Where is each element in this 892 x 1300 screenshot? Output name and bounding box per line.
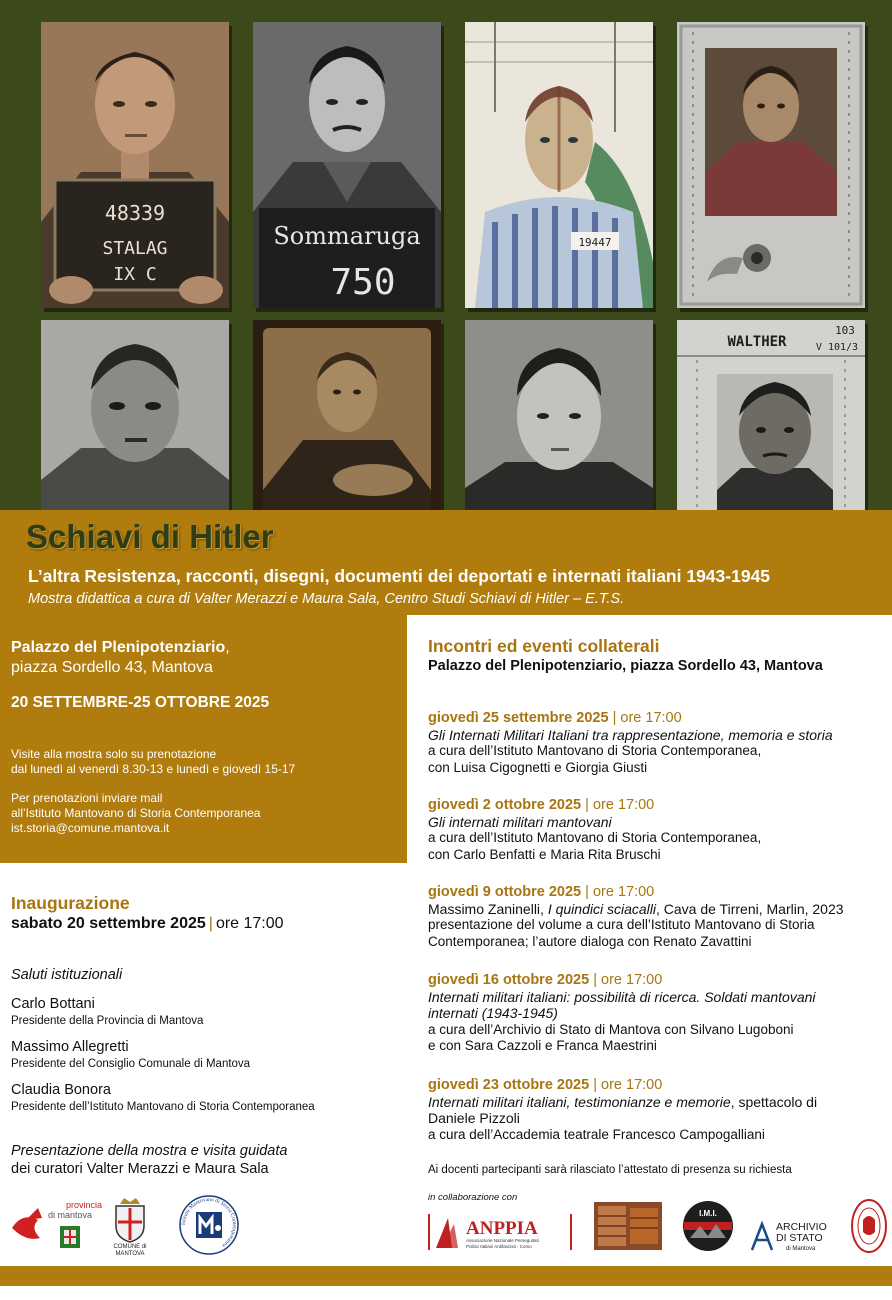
anppia-sub-1: Associazione Nazionale Perseguitati	[466, 1238, 539, 1243]
guest-role: Presidente dell’Istituto Mantovano di Storia Contemporanea	[11, 1101, 315, 1113]
event-time: ore 17:00	[601, 1077, 663, 1093]
istituto-ring-text: Istituto Mantovano di Storia Contemporanea	[180, 1196, 238, 1249]
show-title: Internati militari italiani, testimonianze e memorie	[428, 1093, 731, 1110]
photo-wall	[0, 0, 892, 510]
guest-name: Claudia Bonora	[11, 1082, 111, 1098]
event-title: Internati militari italiani: possibilità di ricerca. Soldati mantovani	[428, 988, 816, 1005]
event-item	[428, 972, 890, 1055]
provincia-text-2: di mantova	[48, 1210, 93, 1220]
show-type: , spettacolo di	[730, 1093, 818, 1110]
event-date: giovedì 16 ottobre 2025	[428, 972, 590, 988]
portrait-photo-5	[41, 320, 229, 510]
venue-box	[0, 615, 407, 863]
separator: |	[612, 710, 617, 726]
comune-text-1: COMUNE di	[113, 1244, 147, 1250]
drawing-photo-3	[465, 22, 653, 308]
portrait-photo-7	[465, 320, 653, 510]
event-speakers: con Carlo Benfatti e Maria Rita Bruschi	[428, 846, 661, 862]
inauguration-date	[11, 915, 284, 933]
slate-name: Sommaruga	[273, 222, 421, 250]
booking-email: ist.storia@comune.mantova.it	[11, 821, 170, 835]
event-speakers: e con Sara Cazzoli e Franca Maestrini	[428, 1038, 657, 1053]
venue-address: piazza Sordello 43, Mantova	[11, 659, 213, 676]
visits-line-1: Visite alla mostra solo su prenotazione	[11, 747, 217, 761]
portrait-photo-1	[41, 22, 229, 308]
exhibition-subtitle: L’altra Resistenza, racconti, disegni, documenti dei deportati e internati italiani 1943-1945	[28, 566, 771, 586]
venue-name-comma: ,	[225, 639, 230, 656]
event-date-line	[428, 710, 890, 727]
separator: |	[593, 1077, 597, 1093]
bottom-bar	[0, 1266, 892, 1286]
book-title: I quindici sciacalli	[547, 900, 656, 917]
slate-number: 750	[330, 262, 396, 303]
archivio-text-2: DI STATO	[776, 1232, 823, 1244]
archivio-text-3: di Mantova	[786, 1246, 816, 1252]
visits-line-2: dal lunedì al venerdì 8.30-13 e lunedì e giovedì 15-17	[11, 762, 296, 776]
anppia-sub-2: Politici Italiani Antifascisti - Como	[466, 1244, 532, 1249]
event-organizer: a cura dell’Accademia teatrale Francesco Campogalliani	[428, 1126, 765, 1142]
book-publisher: , Cava de Tirreni, Marlin, 2023	[656, 900, 844, 917]
separator: |	[593, 972, 597, 988]
event-organizer: a cura dell’Istituto Mantovano di Storia Contemporanea,	[428, 743, 762, 758]
inauguration-title: Inaugurazione	[11, 893, 130, 913]
separator: |	[585, 797, 589, 813]
event-item	[428, 710, 890, 776]
events-title: Incontri ed eventi collaterali	[428, 636, 660, 656]
event-date-line	[428, 1077, 890, 1094]
event-date: giovedì 2 ottobre 2025	[428, 797, 582, 813]
slate-line-1: 48339	[104, 201, 166, 225]
id-label-number: 103	[835, 324, 855, 337]
document-photo-4	[677, 22, 865, 308]
greetings-label: Saluti istituzionali	[11, 967, 123, 983]
event-date: giovedì 23 ottobre 2025	[428, 1077, 590, 1093]
event-organizer: a cura dell’Istituto Mantovano di Storia Contemporanea,	[428, 830, 762, 845]
archivio-stato-logo	[750, 1218, 834, 1252]
comune-text-2: MANTOVA	[115, 1251, 145, 1257]
event-performer: Daniele Pizzoli	[428, 1110, 520, 1126]
venue-name-text: Palazzo del Plenipotenziario	[11, 639, 226, 656]
certificate-note: Ai docenti partecipanti sarà rilasciato l’attestato di presenza su richiesta	[428, 1164, 792, 1176]
event-title-cont: internati (1943-1945)	[428, 1005, 558, 1021]
guest-name: Carlo Bottani	[11, 996, 95, 1012]
event-date: giovedì 25 settembre 2025	[428, 710, 609, 726]
booking-line-2: all’Istituto Mantovano di Storia Contemporanea	[11, 806, 261, 820]
event-title	[428, 901, 890, 918]
event-item	[428, 797, 890, 863]
inauguration-time: ore 17:00	[215, 915, 284, 932]
event-speakers: Contemporanea; l’autore dialoga con Renato Zavattini	[428, 933, 752, 949]
event-time: ore 17:00	[620, 710, 682, 726]
separator: |	[208, 915, 213, 932]
id-label-name: WALTHER	[727, 334, 787, 350]
event-time: ore 17:00	[592, 797, 655, 813]
event-date: giovedì 9 ottobre 2025	[428, 884, 582, 900]
anppia-logo	[428, 1212, 574, 1252]
event-date-line	[428, 884, 890, 901]
anppia-name: ANPPIA	[466, 1218, 538, 1239]
title-band	[0, 510, 892, 615]
comune-mantova-logo	[108, 1196, 152, 1256]
event-time: ore 17:00	[592, 884, 655, 900]
imi-text: I.M.I.	[699, 1209, 717, 1218]
portrait-photo-2	[253, 22, 441, 308]
accademia-seal-logo	[850, 1198, 888, 1254]
slate-line-3: IX C	[113, 264, 157, 285]
portrait-photo-6	[253, 320, 441, 510]
booking-line-1: Per prenotazioni inviare mail	[11, 791, 163, 805]
presentation-line-1: Presentazione della mostra e visita guidata	[11, 1143, 288, 1159]
event-item	[428, 884, 890, 950]
inauguration-day: sabato 20 settembre 2025	[11, 915, 206, 932]
id-label-code: V 101/3	[815, 342, 859, 353]
guest-name: Massimo Allegretti	[11, 1039, 129, 1055]
event-title	[428, 1094, 890, 1111]
event-author: Massimo Zaninelli,	[428, 900, 548, 917]
event-title: Gli internati militari mantovani	[428, 813, 612, 830]
slate-line-2: STALAG	[102, 238, 168, 259]
event-speakers: con Luisa Cigognetti e Giorgia Giusti	[428, 759, 648, 775]
collaboration-label: in collaborazione con	[428, 1192, 518, 1203]
events-venue: Palazzo del Plenipotenziario, piazza Sordello 43, Mantova	[428, 658, 823, 674]
event-organizer: a cura dell’Archivio di Stato di Mantova con Silvano Lugoboni	[428, 1021, 794, 1037]
archive-image-logo	[594, 1202, 662, 1250]
imi-logo	[682, 1200, 734, 1252]
presentation-line-2: dei curatori Valter Merazzi e Maura Sala	[11, 1161, 269, 1177]
istituto-mantovano-logo	[178, 1194, 240, 1256]
exhibition-title: Schiavi di Hitler	[26, 518, 274, 555]
exhibition-dates: 20 SETTEMBRE-25 OTTOBRE 2025	[11, 694, 270, 711]
guest-role: Presidente della Provincia di Mantova	[11, 1015, 204, 1027]
event-item	[428, 1077, 890, 1143]
provincia-text-1: provincia	[66, 1200, 103, 1210]
event-organizer: presentazione del volume a cura dell’Istituto Mantovano di Storia	[428, 917, 815, 932]
event-date-line	[428, 972, 890, 989]
separator: |	[585, 884, 589, 900]
event-time: ore 17:00	[601, 972, 663, 988]
provincia-mantova-logo	[8, 1198, 103, 1254]
guest-role: Presidente del Consiglio Comunale di Mantova	[11, 1058, 251, 1070]
event-date-line	[428, 797, 890, 814]
archivio-text-1: ARCHIVIO	[776, 1221, 827, 1233]
document-photo-8	[677, 320, 865, 510]
exhibition-curators: Mostra didattica a cura di Valter Merazzi e Maura Sala, Centro Studi Schiavi di Hitler – E.T.S.	[28, 591, 625, 607]
venue-name	[11, 639, 230, 657]
prisoner-tag: 19447	[578, 236, 612, 249]
event-title: Gli Internati Militari Italiani tra rappresentazione, memoria e storia	[428, 726, 833, 743]
